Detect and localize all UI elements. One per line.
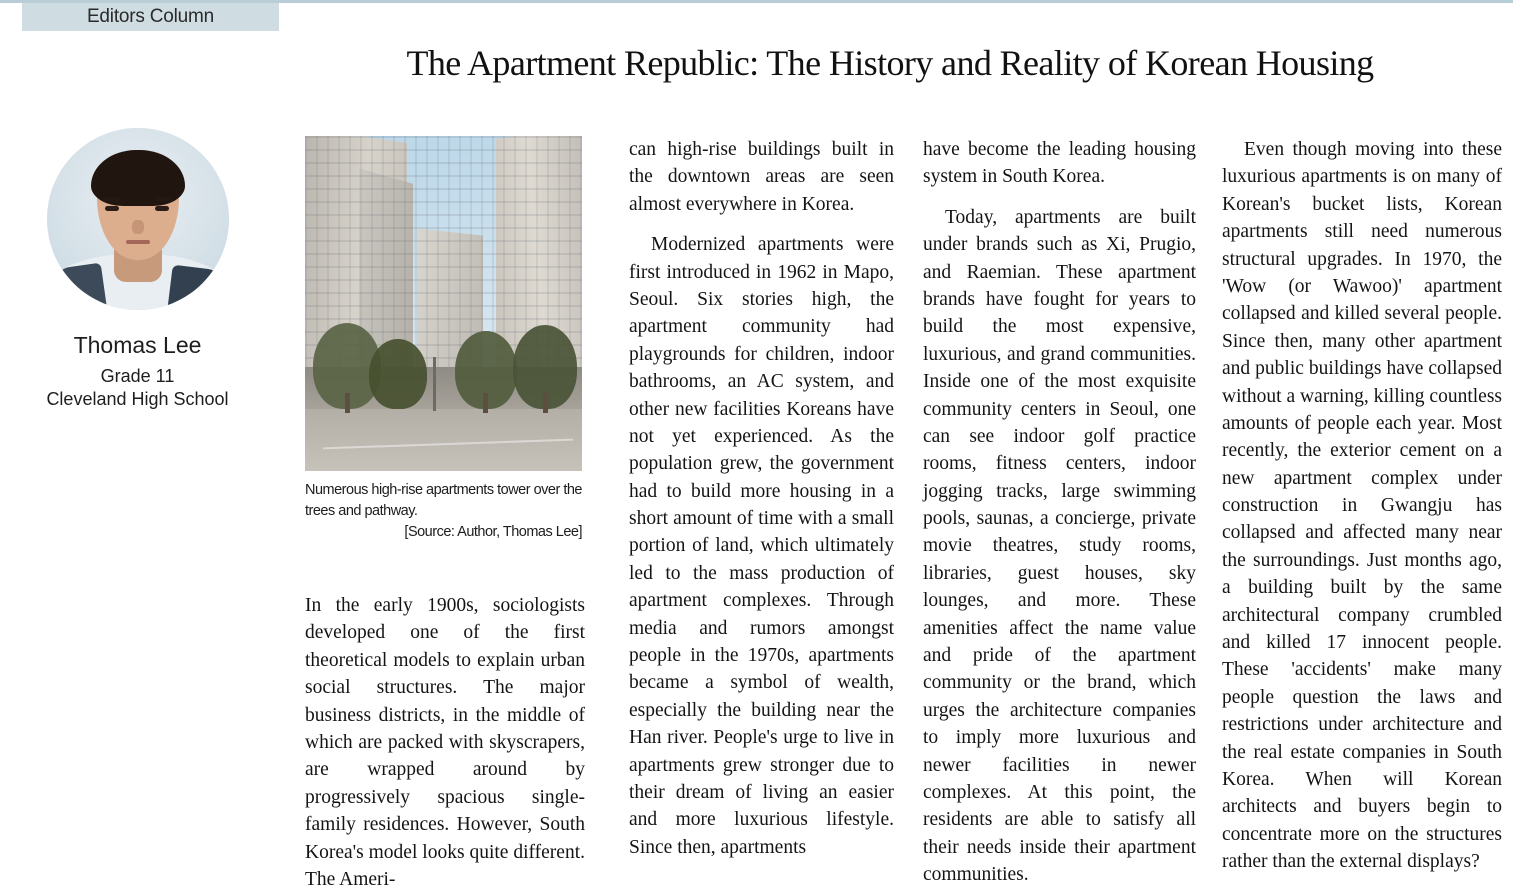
photo-caption: Numerous high-rise apartments tower over the trees and pathway. bbox=[305, 482, 582, 520]
author-school: Cleveland High School bbox=[46, 389, 229, 410]
author-grade: Grade 11 bbox=[100, 366, 175, 386]
photo-tree-trunk bbox=[345, 393, 350, 413]
author-name: Thomas Lee bbox=[73, 332, 202, 358]
photo-source: [Source: Author, Thomas Lee] bbox=[404, 524, 582, 541]
avatar-eyebrow-right bbox=[154, 197, 171, 201]
avatar-eye-right bbox=[155, 206, 169, 211]
author-affiliation bbox=[30, 365, 245, 411]
paragraph: can high-rise buildings built in the downtown areas are seen almost everywhere in Korea. bbox=[629, 139, 894, 215]
photo-tree-trunk bbox=[483, 393, 488, 413]
article-column-1 bbox=[305, 592, 585, 892]
paragraph: In the early 1900s, sociologists developed one of the first theoretical models to explain urban social structures. The major business districts, in the middle of which are packed with skyscrapers, are wrapped around by progressively spacious single-family residences. However, South Korea's model looks quite different. The Ameri- bbox=[305, 595, 585, 890]
paragraph: Even though moving into these luxurious apartments is on many of Korean's bucket lists, Korean apartments still need numerous structural upgrades. In 1970, the 'Wow (or Wawoo)' apartment collapsed and killed several people. Since then, many other apartment and public buildings have collapsed without a warning, killing countless amounts of people each year. Most recently, the exterior cement on a new apartment complex under construction in Gwangju has collapsed and affected many near the surroundings. Just months ago, a building built by the same architectural company crumbled and killed 17 innocent people. These 'accidents' make many people question the laws and restrictions under architecture and the real estate companies in South Korea. When will Korean architects and buyers begin to concentrate more on the structures rather than the external displays? bbox=[1222, 139, 1503, 873]
article-photo-block bbox=[305, 136, 582, 540]
page-title: The Apartment Republic: The History and Reality of Korean Housing bbox=[406, 43, 1374, 83]
article-column-3 bbox=[923, 136, 1196, 892]
avatar-nose bbox=[132, 220, 144, 234]
photo-lamp-post bbox=[433, 357, 436, 411]
paragraph: Today, apartments are built under brands such as Xi, Prugio, and Raemian. These apartment brands have fought for years to build the most expensive, luxurious, and grand communities. Inside one of the most exquisite community centers in Seoul, one can see indoor golf practice rooms, fitness centers, indoor jogging tracks, large swimming pools, saunas, a concierge, private movie theatres, study rooms, libraries, guest houses, sky lounges, and more. These amenities affect the name value and pride of the apartment community or the brand, which urges the architecture companies to imply more luxurious and newer facilities in newer complexes. At this point, the residents are able to satisfy all their needs inside their apartment communities. bbox=[923, 206, 1196, 886]
avatar-eyebrow-left bbox=[103, 197, 120, 201]
section-tab-label: Editors Column bbox=[86, 6, 215, 27]
author-block bbox=[30, 128, 245, 411]
avatar-mouth bbox=[126, 240, 150, 244]
avatar bbox=[47, 128, 229, 310]
apartment-photo bbox=[305, 136, 582, 471]
photo-tree-trunk bbox=[543, 393, 548, 413]
photo-tree bbox=[369, 339, 427, 409]
section-tab bbox=[22, 3, 279, 31]
article-column-2 bbox=[629, 136, 894, 892]
paragraph: Modernized apartments were first introduced in 1962 in Mapo, Seoul. Six stories high, the apartment community had playgrounds for children, indoor bathrooms, an AC system, and other new facilities Koreans have not yet experienced. As the population grew, the government had to build more housing in a short amount of time with a small portion of land, which ultimately led to the mass production of apartment complexes. Through media and rumors amongst people in the 1970s, apartments became a symbol of wealth, especially the building near the Han river. People's urge to live in apartments grew stronger due to their dream of living an easier and more luxurious lifestyle. Since then, apartments bbox=[629, 234, 894, 858]
article-column-4 bbox=[1222, 136, 1502, 892]
paragraph: have become the leading housing system in South Korea. bbox=[923, 139, 1196, 188]
avatar-eye-left bbox=[105, 206, 119, 211]
